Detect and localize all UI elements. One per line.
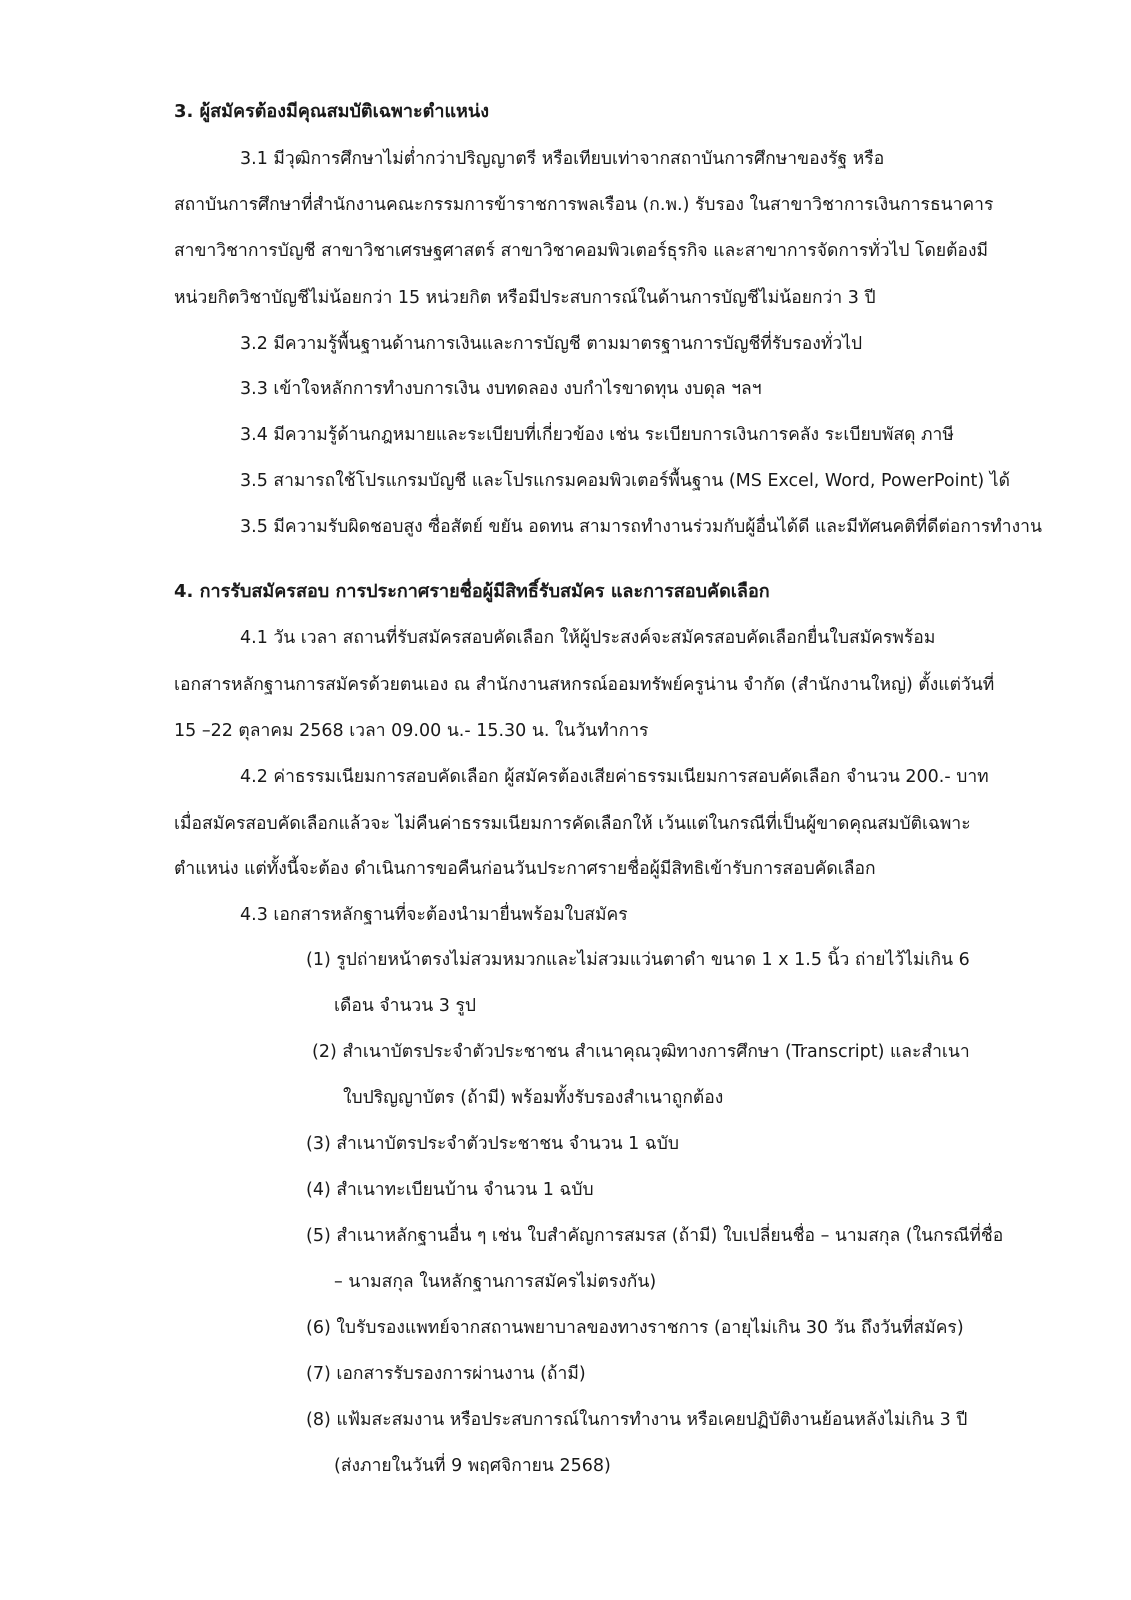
item-4-3: 4.3 เอกสารหลักฐานที่จะต้องนำมายื่นพร้อมใบสมัคร [240, 905, 628, 925]
doc-item-5-line-1: (5) สำเนาหลักฐานอื่น ๆ เช่น ใบสำคัญการสมรส (ถ้ามี) ใบเปลี่ยนชื่อ – นามสกุล (ในกรณีที่ชื่อ [306, 1226, 1004, 1246]
item-3-5b: 3.5 มีความรับผิดชอบสูง ซื่อสัตย์ ขยัน อดทน สามารถทำงานร่วมกับผู้อื่นได้ดี และมีทัศนคติที่ดีต่อการทำงาน [240, 517, 1042, 537]
doc-item-1-line-2: เดือน จำนวน 3 รูป [334, 996, 476, 1016]
item-4-1-line-3: 15 –22 ตุลาคม 2568 เวลา 09.00 น.- 15.30 น. ในวันทำการ [174, 721, 649, 741]
item-4-1-line-2: เอกสารหลักฐานการสมัครด้วยตนเอง ณ สำนักงานสหกรณ์ออมทรัพย์ครูน่าน จำกัด (สำนักงานใหญ่) ตั้งแต่วันที่ [174, 675, 995, 695]
doc-item-2-line-1: (2) สำเนาบัตรประจำตัวประชาชน สำเนาคุณวุฒิทางการศึกษา (Transcript) และสำเนา [312, 1042, 970, 1062]
item-3-1-line-4: หน่วยกิตวิชาบัญชีไม่น้อยกว่า 15 หน่วยกิต หรือมีประสบการณ์ในด้านการบัญชีไม่น้อยกว่า 3 ปี [174, 288, 876, 308]
section-3-heading: 3. ผู้สมัครต้องมีคุณสมบัติเฉพาะตำแหน่ง [174, 101, 490, 122]
doc-item-8-line-1: (8) แฟ้มสะสมงาน หรือประสบการณ์ในการทำงาน หรือเคยปฏิบัติงานย้อนหลังไม่เกิน 3 ปี [306, 1410, 968, 1430]
doc-item-1-line-1: (1) รูปถ่ายหน้าตรงไม่สวมหมวกและไม่สวมแว่นตาดำ ขนาด 1 x 1.5 นิ้ว ถ่ายไว้ไม่เกิน 6 [306, 950, 970, 970]
section-4-heading: 4. การรับสมัครสอบ การประกาศรายชื่อผู้มีสิทธิ์รับสมัคร และการสอบคัดเลือก [174, 581, 770, 602]
item-4-2-line-3: ตำแหน่ง แต่ทั้งนี้จะต้อง ดำเนินการขอคืนก่อนวันประกาศรายชื่อผู้มีสิทธิเข้ารับการสอบคัดเลือก [174, 859, 876, 879]
item-3-1-line-3: สาขาวิชาการบัญชี สาขาวิชาเศรษฐศาสตร์ สาขาวิชาคอมพิวเตอร์ธุรกิจ และสาขาการจัดการทั่วไป โดยต้องมี [174, 241, 989, 261]
item-3-1-line-1: 3.1 มีวุฒิการศึกษาไม่ต่ำกว่าปริญญาตรี หรือเทียบเท่าจากสถาบันการศึกษาของรัฐ หรือ [240, 149, 885, 169]
doc-item-5-line-2: – นามสกุล ในหลักฐานการสมัครไม่ตรงกัน) [334, 1272, 657, 1292]
item-3-2: 3.2 มีความรู้พื้นฐานด้านการเงินและการบัญชี ตามมาตรฐานการบัญชีที่รับรองทั่วไป [240, 334, 863, 354]
item-3-4: 3.4 มีความรู้ด้านกฎหมายและระเบียบที่เกี่ยวข้อง เช่น ระเบียบการเงินการคลัง ระเบียบพัสดุ ภาษี [240, 425, 954, 445]
item-4-2-line-1: 4.2 ค่าธรรมเนียมการสอบคัดเลือก ผู้สมัครต้องเสียค่าธรรมเนียมการสอบคัดเลือก จำนวน 200.- บาท [240, 767, 989, 787]
item-4-1-line-1: 4.1 วัน เวลา สถานที่รับสมัครสอบคัดเลือก ให้ผู้ประสงค์จะสมัครสอบคัดเลือกยื่นใบสมัครพร้อม [240, 628, 936, 648]
doc-item-2-line-2: ใบปริญญาบัตร (ถ้ามี) พร้อมทั้งรับรองสำเนาถูกต้อง [343, 1088, 724, 1108]
doc-item-4: (4) สำเนาทะเบียนบ้าน จำนวน 1 ฉบับ [306, 1180, 594, 1200]
doc-item-3: (3) สำเนาบัตรประจำตัวประชาชน จำนวน 1 ฉบับ [306, 1134, 679, 1154]
doc-item-7: (7) เอกสารรับรองการผ่านงาน (ถ้ามี) [306, 1364, 586, 1384]
item-3-1-line-2: สถาบันการศึกษาที่สำนักงานคณะกรรมการข้าราชการพลเรือน (ก.พ.) รับรอง ในสาขาวิชาการเงินการธนาคาร [174, 195, 994, 215]
doc-item-8-line-2: (ส่งภายในวันที่ 9 พฤศจิกายน 2568) [334, 1456, 611, 1476]
item-3-3: 3.3 เข้าใจหลักการทำงบการเงิน งบทดลอง งบกำไรขาดทุน งบดุล ฯลฯ [240, 379, 762, 399]
item-3-5a: 3.5 สามารถใช้โปรแกรมบัญชี และโปรแกรมคอมพิวเตอร์พื้นฐาน (MS Excel, Word, PowerPoint) ได้ [240, 471, 1010, 491]
item-4-2-line-2: เมื่อสมัครสอบคัดเลือกแล้วจะ ไม่คืนค่าธรรมเนียมการคัดเลือกให้ เว้นแต่ในกรณีที่เป็นผู้ขาดคุณสมบัติเฉพาะ [174, 814, 971, 834]
doc-item-6: (6) ใบรับรองแพทย์จากสถานพยาบาลของทางราชการ (อายุไม่เกิน 30 วัน ถึงวันที่สมัคร) [306, 1318, 964, 1338]
